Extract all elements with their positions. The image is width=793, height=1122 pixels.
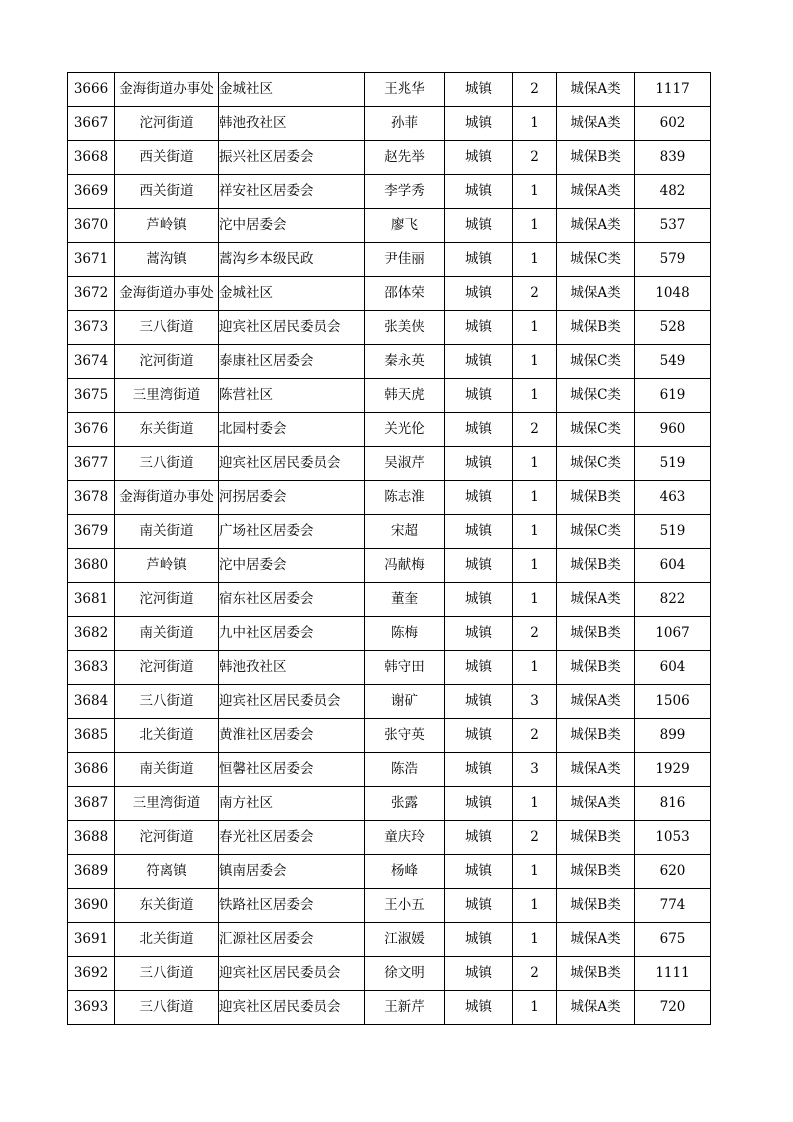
- insurance-category-cell: 城保C类: [557, 413, 635, 447]
- table-row: [68, 549, 711, 583]
- household-count-cell: 2: [513, 141, 557, 175]
- area-type-cell: 城镇: [445, 447, 513, 481]
- insurance-category-cell: 城保B类: [557, 957, 635, 991]
- street-office-cell: 三八街道: [115, 447, 219, 481]
- record-id-cell: 3685: [68, 719, 115, 753]
- person-name-cell: 秦永英: [365, 345, 445, 379]
- community-cell: 镇南居委会: [219, 855, 365, 889]
- person-name-cell: 关光伦: [365, 413, 445, 447]
- community-cell: 迎宾社区居民委员会: [219, 685, 365, 719]
- household-count-cell: 1: [513, 345, 557, 379]
- insurance-category-cell: 城保B类: [557, 719, 635, 753]
- insurance-category-cell: 城保A类: [557, 923, 635, 957]
- insurance-category-cell: 城保B类: [557, 821, 635, 855]
- community-cell: 铁路社区居委会: [219, 889, 365, 923]
- street-office-cell: 沱河街道: [115, 821, 219, 855]
- amount-cell: 519: [635, 515, 711, 549]
- amount-cell: 1506: [635, 685, 711, 719]
- table-body: [68, 73, 711, 1025]
- street-office-cell: 芦岭镇: [115, 549, 219, 583]
- insurance-category-cell: 城保A类: [557, 583, 635, 617]
- insurance-category-cell: 城保A类: [557, 753, 635, 787]
- household-count-cell: 1: [513, 209, 557, 243]
- record-id-cell: 3693: [68, 991, 115, 1025]
- amount-cell: 620: [635, 855, 711, 889]
- record-id-cell: 3681: [68, 583, 115, 617]
- record-id-cell: 3682: [68, 617, 115, 651]
- insurance-category-cell: 城保C类: [557, 243, 635, 277]
- record-id-cell: 3684: [68, 685, 115, 719]
- household-count-cell: 2: [513, 821, 557, 855]
- community-cell: 汇源社区居委会: [219, 923, 365, 957]
- record-id-cell: 3673: [68, 311, 115, 345]
- household-count-cell: 2: [513, 957, 557, 991]
- table-row: [68, 73, 711, 107]
- person-name-cell: 张美侠: [365, 311, 445, 345]
- household-count-cell: 1: [513, 549, 557, 583]
- community-cell: 韩池孜社区: [219, 651, 365, 685]
- person-name-cell: 廖飞: [365, 209, 445, 243]
- person-name-cell: 吴淑芹: [365, 447, 445, 481]
- insurance-category-cell: 城保B类: [557, 889, 635, 923]
- table-row: [68, 685, 711, 719]
- amount-cell: 960: [635, 413, 711, 447]
- household-count-cell: 2: [513, 719, 557, 753]
- person-name-cell: 童庆玲: [365, 821, 445, 855]
- area-type-cell: 城镇: [445, 753, 513, 787]
- person-name-cell: 邵体荣: [365, 277, 445, 311]
- insurance-category-cell: 城保A类: [557, 787, 635, 821]
- area-type-cell: 城镇: [445, 855, 513, 889]
- amount-cell: 549: [635, 345, 711, 379]
- table-row: [68, 413, 711, 447]
- area-type-cell: 城镇: [445, 923, 513, 957]
- household-count-cell: 1: [513, 855, 557, 889]
- street-office-cell: 沱河街道: [115, 107, 219, 141]
- amount-cell: 619: [635, 379, 711, 413]
- insurance-category-cell: 城保B类: [557, 311, 635, 345]
- person-name-cell: 王小五: [365, 889, 445, 923]
- community-cell: 宿东社区居委会: [219, 583, 365, 617]
- person-name-cell: 宋超: [365, 515, 445, 549]
- community-cell: 沱中居委会: [219, 549, 365, 583]
- area-type-cell: 城镇: [445, 345, 513, 379]
- area-type-cell: 城镇: [445, 515, 513, 549]
- household-count-cell: 1: [513, 175, 557, 209]
- community-cell: 迎宾社区居民委员会: [219, 311, 365, 345]
- street-office-cell: 金海街道办事处: [115, 481, 219, 515]
- insurance-category-cell: 城保A类: [557, 73, 635, 107]
- record-id-cell: 3669: [68, 175, 115, 209]
- street-office-cell: 北关街道: [115, 719, 219, 753]
- amount-cell: 602: [635, 107, 711, 141]
- community-cell: 振兴社区居委会: [219, 141, 365, 175]
- amount-cell: 899: [635, 719, 711, 753]
- table-row: [68, 753, 711, 787]
- community-cell: 金城社区: [219, 277, 365, 311]
- table-row: [68, 277, 711, 311]
- table-row: [68, 311, 711, 345]
- area-type-cell: 城镇: [445, 549, 513, 583]
- table-row: [68, 107, 711, 141]
- table-row: [68, 209, 711, 243]
- area-type-cell: 城镇: [445, 651, 513, 685]
- person-name-cell: 尹佳丽: [365, 243, 445, 277]
- insurance-category-cell: 城保A类: [557, 277, 635, 311]
- amount-cell: 675: [635, 923, 711, 957]
- insurance-category-cell: 城保C类: [557, 515, 635, 549]
- person-name-cell: 冯献梅: [365, 549, 445, 583]
- community-cell: 广场社区居委会: [219, 515, 365, 549]
- street-office-cell: 东关街道: [115, 889, 219, 923]
- record-id-cell: 3680: [68, 549, 115, 583]
- household-count-cell: 2: [513, 277, 557, 311]
- amount-cell: 816: [635, 787, 711, 821]
- table-row: [68, 175, 711, 209]
- community-cell: 韩池孜社区: [219, 107, 365, 141]
- street-office-cell: 金海街道办事处: [115, 277, 219, 311]
- area-type-cell: 城镇: [445, 685, 513, 719]
- street-office-cell: 西关街道: [115, 175, 219, 209]
- amount-cell: 1117: [635, 73, 711, 107]
- table-row: [68, 345, 711, 379]
- record-id-cell: 3672: [68, 277, 115, 311]
- record-id-cell: 3671: [68, 243, 115, 277]
- table-row: [68, 991, 711, 1025]
- household-count-cell: 1: [513, 991, 557, 1025]
- amount-cell: 1067: [635, 617, 711, 651]
- table-row: [68, 855, 711, 889]
- amount-cell: 519: [635, 447, 711, 481]
- street-office-cell: 沱河街道: [115, 583, 219, 617]
- insurance-category-cell: 城保A类: [557, 991, 635, 1025]
- person-name-cell: 孙菲: [365, 107, 445, 141]
- person-name-cell: 陈浩: [365, 753, 445, 787]
- person-name-cell: 韩守田: [365, 651, 445, 685]
- record-id-cell: 3670: [68, 209, 115, 243]
- community-cell: 蒿沟乡本级民政: [219, 243, 365, 277]
- amount-cell: 1053: [635, 821, 711, 855]
- record-id-cell: 3676: [68, 413, 115, 447]
- street-office-cell: 三八街道: [115, 991, 219, 1025]
- area-type-cell: 城镇: [445, 311, 513, 345]
- amount-cell: 1111: [635, 957, 711, 991]
- amount-cell: 604: [635, 549, 711, 583]
- area-type-cell: 城镇: [445, 175, 513, 209]
- amount-cell: 774: [635, 889, 711, 923]
- street-office-cell: 三八街道: [115, 957, 219, 991]
- record-id-cell: 3686: [68, 753, 115, 787]
- area-type-cell: 城镇: [445, 141, 513, 175]
- household-count-cell: 1: [513, 379, 557, 413]
- household-count-cell: 1: [513, 651, 557, 685]
- amount-cell: 604: [635, 651, 711, 685]
- amount-cell: 839: [635, 141, 711, 175]
- area-type-cell: 城镇: [445, 821, 513, 855]
- insurance-category-cell: 城保C类: [557, 379, 635, 413]
- area-type-cell: 城镇: [445, 719, 513, 753]
- record-id-cell: 3675: [68, 379, 115, 413]
- table-row: [68, 821, 711, 855]
- area-type-cell: 城镇: [445, 379, 513, 413]
- insurance-category-cell: 城保B类: [557, 651, 635, 685]
- street-office-cell: 三八街道: [115, 685, 219, 719]
- area-type-cell: 城镇: [445, 243, 513, 277]
- street-office-cell: 芦岭镇: [115, 209, 219, 243]
- community-cell: 九中社区居委会: [219, 617, 365, 651]
- amount-cell: 579: [635, 243, 711, 277]
- household-count-cell: 1: [513, 515, 557, 549]
- insurance-category-cell: 城保C类: [557, 345, 635, 379]
- household-count-cell: 3: [513, 685, 557, 719]
- street-office-cell: 东关街道: [115, 413, 219, 447]
- record-id-cell: 3677: [68, 447, 115, 481]
- household-count-cell: 1: [513, 923, 557, 957]
- record-id-cell: 3667: [68, 107, 115, 141]
- insurance-category-cell: 城保A类: [557, 685, 635, 719]
- insurance-category-cell: 城保B类: [557, 141, 635, 175]
- community-cell: 恒馨社区居委会: [219, 753, 365, 787]
- person-name-cell: 杨峰: [365, 855, 445, 889]
- table-row: [68, 787, 711, 821]
- amount-cell: 1929: [635, 753, 711, 787]
- community-cell: 迎宾社区居民委员会: [219, 991, 365, 1025]
- area-type-cell: 城镇: [445, 583, 513, 617]
- street-office-cell: 北关街道: [115, 923, 219, 957]
- household-count-cell: 1: [513, 583, 557, 617]
- amount-cell: 537: [635, 209, 711, 243]
- area-type-cell: 城镇: [445, 957, 513, 991]
- household-count-cell: 2: [513, 617, 557, 651]
- community-cell: 迎宾社区居民委员会: [219, 447, 365, 481]
- street-office-cell: 南关街道: [115, 515, 219, 549]
- community-cell: 迎宾社区居民委员会: [219, 957, 365, 991]
- record-id-cell: 3690: [68, 889, 115, 923]
- area-type-cell: 城镇: [445, 889, 513, 923]
- record-id-cell: 3687: [68, 787, 115, 821]
- community-cell: 黄淮社区居委会: [219, 719, 365, 753]
- community-cell: 泰康社区居委会: [219, 345, 365, 379]
- insurance-category-cell: 城保B类: [557, 617, 635, 651]
- area-type-cell: 城镇: [445, 209, 513, 243]
- street-office-cell: 三里湾街道: [115, 379, 219, 413]
- table-row: [68, 651, 711, 685]
- street-office-cell: 南关街道: [115, 753, 219, 787]
- street-office-cell: 符离镇: [115, 855, 219, 889]
- table-row: [68, 447, 711, 481]
- insurance-category-cell: 城保B类: [557, 481, 635, 515]
- person-name-cell: 李学秀: [365, 175, 445, 209]
- record-id-cell: 3666: [68, 73, 115, 107]
- table-row: [68, 889, 711, 923]
- street-office-cell: 西关街道: [115, 141, 219, 175]
- street-office-cell: 沱河街道: [115, 345, 219, 379]
- community-cell: 春光社区居委会: [219, 821, 365, 855]
- person-name-cell: 徐文明: [365, 957, 445, 991]
- person-name-cell: 董奎: [365, 583, 445, 617]
- person-name-cell: 谢矿: [365, 685, 445, 719]
- table-row: [68, 243, 711, 277]
- area-type-cell: 城镇: [445, 107, 513, 141]
- record-id-cell: 3678: [68, 481, 115, 515]
- insurance-category-cell: 城保A类: [557, 175, 635, 209]
- amount-cell: 463: [635, 481, 711, 515]
- community-cell: 南方社区: [219, 787, 365, 821]
- record-id-cell: 3679: [68, 515, 115, 549]
- table-row: [68, 481, 711, 515]
- community-cell: 金城社区: [219, 73, 365, 107]
- street-office-cell: 沱河街道: [115, 651, 219, 685]
- area-type-cell: 城镇: [445, 617, 513, 651]
- household-count-cell: 2: [513, 413, 557, 447]
- person-name-cell: 张守英: [365, 719, 445, 753]
- person-name-cell: 江淑媛: [365, 923, 445, 957]
- household-count-cell: 1: [513, 107, 557, 141]
- record-id-cell: 3674: [68, 345, 115, 379]
- household-count-cell: 1: [513, 311, 557, 345]
- household-count-cell: 1: [513, 787, 557, 821]
- area-type-cell: 城镇: [445, 413, 513, 447]
- amount-cell: 1048: [635, 277, 711, 311]
- area-type-cell: 城镇: [445, 73, 513, 107]
- community-cell: 祥安社区居委会: [219, 175, 365, 209]
- record-id-cell: 3688: [68, 821, 115, 855]
- household-count-cell: 1: [513, 447, 557, 481]
- table-row: [68, 923, 711, 957]
- area-type-cell: 城镇: [445, 277, 513, 311]
- person-name-cell: 陈志淮: [365, 481, 445, 515]
- insurance-category-cell: 城保A类: [557, 107, 635, 141]
- area-type-cell: 城镇: [445, 991, 513, 1025]
- record-id-cell: 3683: [68, 651, 115, 685]
- records-table: [67, 72, 711, 1025]
- amount-cell: 720: [635, 991, 711, 1025]
- street-office-cell: 金海街道办事处: [115, 73, 219, 107]
- insurance-category-cell: 城保C类: [557, 447, 635, 481]
- community-cell: 陈营社区: [219, 379, 365, 413]
- community-cell: 北园村委会: [219, 413, 365, 447]
- person-name-cell: 张露: [365, 787, 445, 821]
- community-cell: 沱中居委会: [219, 209, 365, 243]
- amount-cell: 482: [635, 175, 711, 209]
- record-id-cell: 3691: [68, 923, 115, 957]
- record-id-cell: 3689: [68, 855, 115, 889]
- street-office-cell: 三八街道: [115, 311, 219, 345]
- table-row: [68, 617, 711, 651]
- insurance-category-cell: 城保B类: [557, 855, 635, 889]
- record-id-cell: 3692: [68, 957, 115, 991]
- community-cell: 河拐居委会: [219, 481, 365, 515]
- household-count-cell: 3: [513, 753, 557, 787]
- insurance-category-cell: 城保B类: [557, 549, 635, 583]
- person-name-cell: 王兆华: [365, 73, 445, 107]
- area-type-cell: 城镇: [445, 481, 513, 515]
- household-count-cell: 1: [513, 243, 557, 277]
- table-row: [68, 515, 711, 549]
- table-row: [68, 583, 711, 617]
- table-row: [68, 719, 711, 753]
- table-row: [68, 141, 711, 175]
- person-name-cell: 赵先举: [365, 141, 445, 175]
- person-name-cell: 韩天虎: [365, 379, 445, 413]
- person-name-cell: 陈梅: [365, 617, 445, 651]
- amount-cell: 822: [635, 583, 711, 617]
- household-count-cell: 1: [513, 481, 557, 515]
- street-office-cell: 蒿沟镇: [115, 243, 219, 277]
- record-id-cell: 3668: [68, 141, 115, 175]
- amount-cell: 528: [635, 311, 711, 345]
- household-count-cell: 2: [513, 73, 557, 107]
- area-type-cell: 城镇: [445, 787, 513, 821]
- street-office-cell: 三里湾街道: [115, 787, 219, 821]
- household-count-cell: 1: [513, 889, 557, 923]
- street-office-cell: 南关街道: [115, 617, 219, 651]
- person-name-cell: 王新芹: [365, 991, 445, 1025]
- insurance-category-cell: 城保A类: [557, 209, 635, 243]
- table-row: [68, 957, 711, 991]
- table-row: [68, 379, 711, 413]
